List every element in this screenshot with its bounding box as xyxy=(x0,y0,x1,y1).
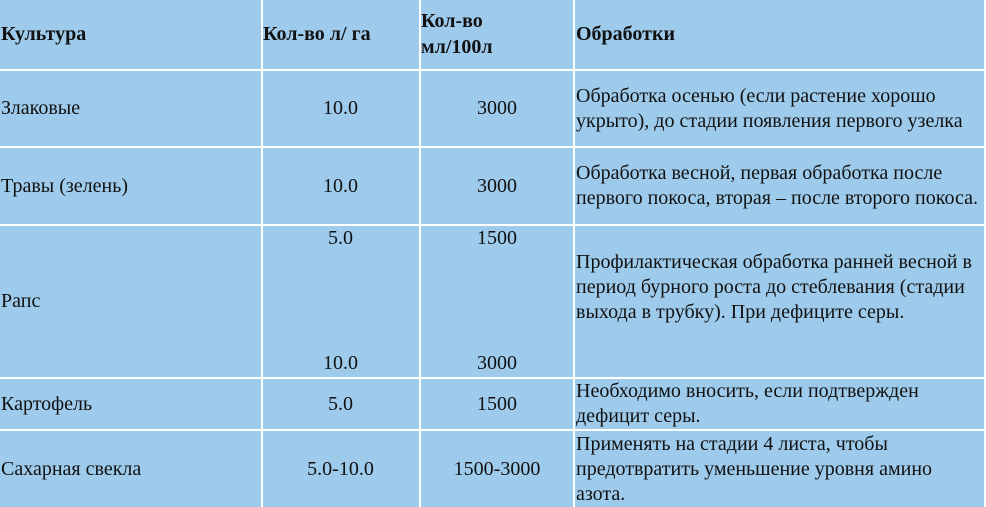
table-row xyxy=(0,431,984,507)
row-divider xyxy=(0,69,984,71)
cell-crop: Рапс xyxy=(1,290,41,312)
row-divider xyxy=(0,377,984,379)
cell-rate-per-ha: 10.0 xyxy=(323,97,358,119)
rate-per-ha-low: 5.0 xyxy=(328,227,353,249)
cell-rate-per-ha xyxy=(263,226,418,377)
cell-rate-per-100l: 3000 xyxy=(477,174,517,197)
table-row xyxy=(0,71,984,146)
cell-rate-per-100l: 3000 xyxy=(477,97,517,119)
header-crop: Культура xyxy=(1,23,87,45)
header-treatments: Обработки xyxy=(576,23,676,45)
cell-treatment: Обработка весной, первая обработка после первого покоса, вторая – после второго покоса. xyxy=(576,162,978,209)
rate-per-ha-high: 10.0 xyxy=(323,352,358,374)
header-rate-per-100l-line1: Кол-во xyxy=(421,10,483,32)
row-divider xyxy=(0,146,984,148)
cell-crop: Картофель xyxy=(1,392,93,415)
row-divider xyxy=(0,224,984,226)
cell-treatment: Профилактическая обработка ранней весной в период бурного роста до стеблевания (стадии выхода в трубку). При дефиците серы. xyxy=(576,251,972,323)
table-row xyxy=(0,226,984,377)
cell-treatment: Необходимо вносить, если подтвержден дефицит серы. xyxy=(576,380,919,427)
table-header-row xyxy=(0,0,984,69)
cell-treatment: Обработка осенью (если растение хорошо укрыто), до стадии появления первого узелка xyxy=(576,84,963,132)
row-divider xyxy=(0,429,984,431)
cell-rate-per-100l xyxy=(421,226,573,377)
cell-rate-per-ha: 10.0 xyxy=(323,174,358,197)
cell-crop: Травы (зелень) xyxy=(1,174,128,197)
header-rate-per-100l xyxy=(421,0,573,69)
cell-rate-per-ha: 5.0 xyxy=(328,392,353,415)
header-rate-per-ha: Кол-во л/ га xyxy=(263,23,371,45)
cell-crop: Злаковые xyxy=(1,97,81,119)
rate-per-100l-low: 1500 xyxy=(477,227,517,249)
rate-per-100l-high: 3000 xyxy=(477,352,517,374)
header-rate-per-100l-line2: мл/100л xyxy=(421,36,493,58)
table-row xyxy=(0,379,984,429)
table-row xyxy=(0,148,984,224)
cell-rate-per-100l: 1500-3000 xyxy=(453,457,541,480)
cell-crop: Сахарная свекла xyxy=(1,457,142,480)
cell-treatment: Применять на стадии 4 листа, чтобы предотвратить уменьшение уровня амино азота. xyxy=(576,432,933,505)
cell-rate-per-ha: 5.0-10.0 xyxy=(307,457,374,480)
cell-rate-per-100l: 1500 xyxy=(477,392,517,415)
